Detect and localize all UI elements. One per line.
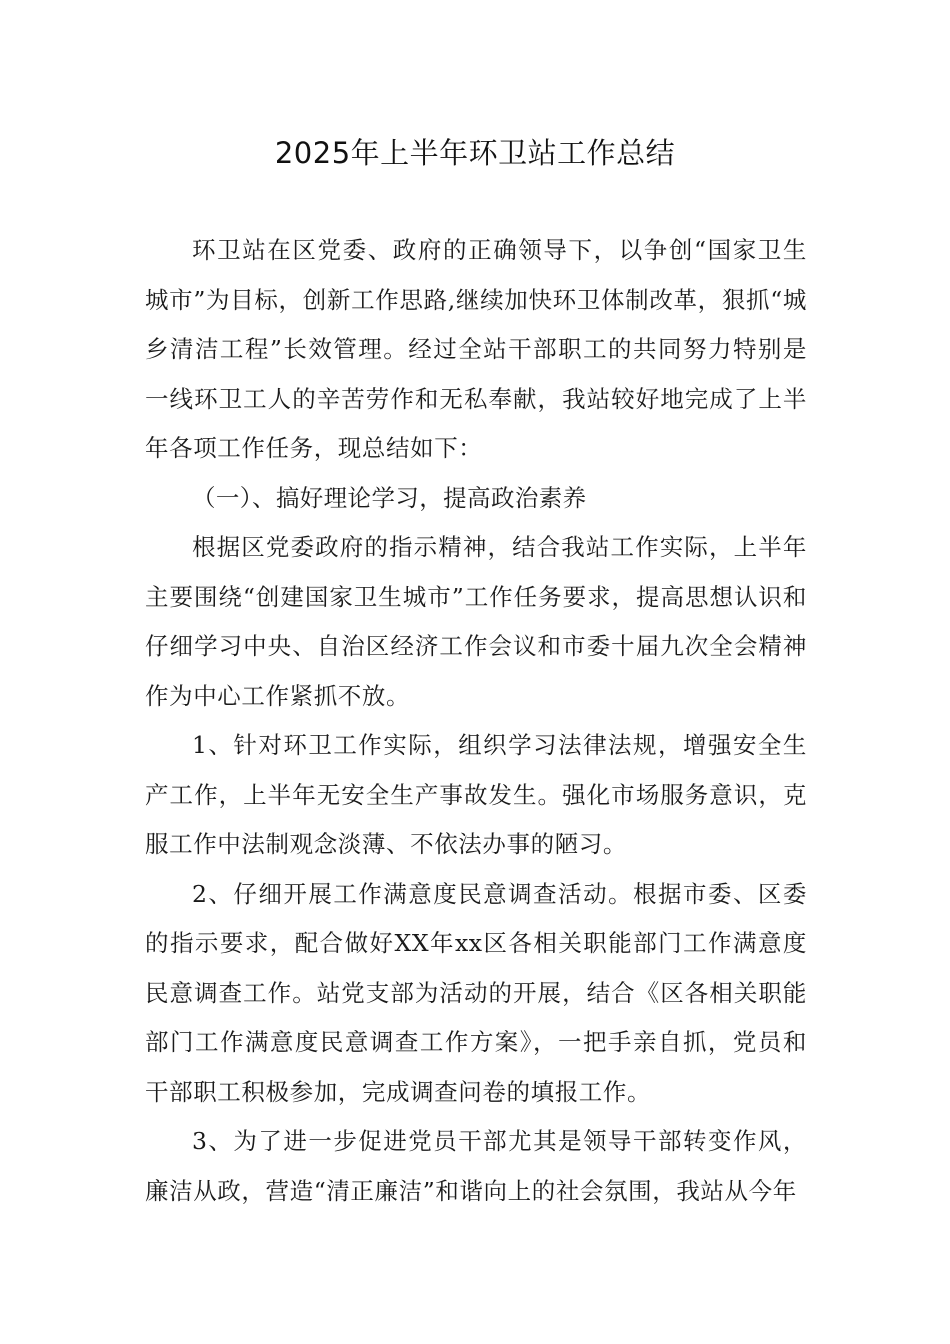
list-item-1: 1、针对环卫工作实际，组织学习法律法规，增强安全生产工作，上半年无安全生产事故发生。强化市场服务意识，克服工作中法制观念淡薄、不依法办事的陋习。	[145, 731, 807, 858]
body-paragraph: 根据区党委政府的指示精神，结合我站工作实际，上半年主要围绕“创建国家卫生城市”工作任务要求，提高思想认识和仔细学习中央、自治区经济工作会议和市委十届九次全会精神作为中心工作紧抓不放。	[145, 533, 807, 710]
document-title: 2025年上半年环卫站工作总结	[274, 136, 676, 170]
intro-paragraph: 环卫站在区党委、政府的正确领导下，以争创“国家卫生城市”为目标，创新工作思路,继续加快环卫体制改革，狠抓“城乡清洁工程”长效管理。经过全站干部职工的共同努力特别是一线环卫工人的辛苦劳作和无私奉献，我站较好地完成了上半年各项工作任务，现总结如下：	[145, 236, 807, 462]
list-item-3: 3、为了进一步促进党员干部尤其是领导干部转变作风，廉洁从政，营造“清正廉洁”和谐向上的社会氛围，我站从今年	[145, 1127, 807, 1205]
list-item-2: 2、仔细开展工作满意度民意调查活动。根据市委、区委的指示要求，配合做好XX年xx区各相关职能部门工作满意度民意调查工作。站党支部为活动的开展，结合《区各相关职能部门工作满意度民意调查工作方案》，一把手亲自抓，党员和干部职工积极参加，完成调查问卷的填报工作。	[145, 879, 807, 1106]
document-body	[145, 226, 807, 1216]
section-heading: （一）、搞好理论学习，提高政治素养	[192, 483, 587, 512]
